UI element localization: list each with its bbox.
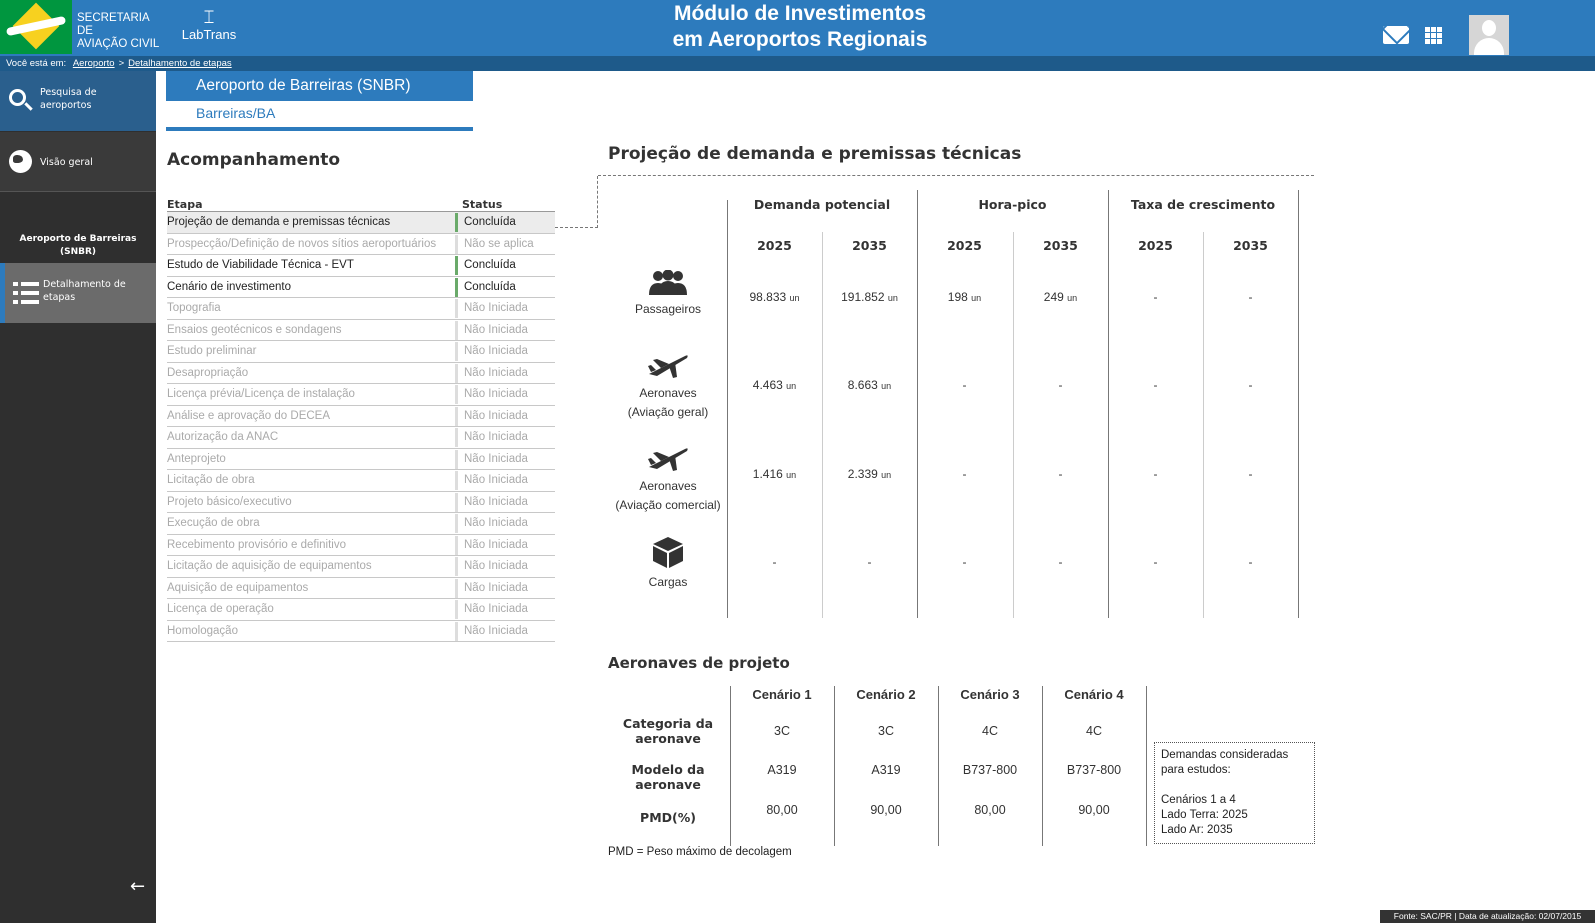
step-status: Não Iniciada xyxy=(455,342,555,361)
step-name: Análise e aprovação do DECEA xyxy=(167,409,331,422)
box-icon xyxy=(608,535,728,569)
scenario-category: 4C xyxy=(982,724,998,738)
airport-header xyxy=(166,71,473,131)
projection-title: Projeção de demanda e premissas técnicas xyxy=(608,144,1022,164)
demand-value: - xyxy=(1153,555,1158,569)
tracking-row[interactable] xyxy=(167,341,555,363)
row-label-model: Modelo da aeronave xyxy=(631,762,705,792)
demand-row-label: Aeronaves (Aviação geral) xyxy=(608,350,728,422)
demand-value: 191.852 un xyxy=(841,290,898,304)
scenario-column xyxy=(1042,686,1146,817)
group-header-demand: Demanda potencial xyxy=(753,197,891,212)
year-header: 2035 xyxy=(852,238,887,253)
step-status: Não Iniciada xyxy=(455,514,555,533)
org-name-line1: SECRETARIA DE xyxy=(77,12,149,37)
step-name: Licença prévia/Licença de instalação xyxy=(167,388,355,400)
step-status: Não Iniciada xyxy=(455,385,555,404)
tracking-row[interactable] xyxy=(167,578,555,600)
tracking-row[interactable] xyxy=(167,255,555,277)
step-name: Cenário de investimento xyxy=(167,280,292,293)
tracking-row[interactable] xyxy=(167,427,555,449)
tracking-row[interactable] xyxy=(167,470,555,492)
airport-name: Aeroporto de Barreiras (SNBR) xyxy=(166,71,473,101)
demand-value: - xyxy=(962,555,967,569)
demand-value: 8.663 un xyxy=(847,378,892,392)
people-icon xyxy=(608,270,728,296)
tracking-row[interactable] xyxy=(167,621,555,643)
sidebar xyxy=(0,71,156,923)
arrow-left-icon[interactable]: ← xyxy=(130,876,146,897)
step-status: Não Iniciada xyxy=(455,450,555,469)
demand-row-label: Cargas xyxy=(608,535,728,592)
app-title: Módulo de Investimentos em Aeroportos Regionais xyxy=(672,2,928,51)
org-name-line2: AVIAÇÃO CIVIL xyxy=(77,38,160,50)
brazil-flag-plane-icon xyxy=(0,0,72,54)
step-status: Não Iniciada xyxy=(455,471,555,490)
sidebar-airport-name: Aeroporto de Barreiras (SNBR) xyxy=(19,234,137,257)
labtrans-logo[interactable] xyxy=(178,8,240,42)
dashed-divider xyxy=(598,175,1314,176)
step-status: Não Iniciada xyxy=(455,536,555,555)
step-name: Topografia xyxy=(167,302,221,314)
apps-grid-icon[interactable] xyxy=(1425,27,1442,44)
tracking-row[interactable] xyxy=(167,406,555,428)
labtrans-name: LabTrans xyxy=(181,27,237,42)
airplane-icon xyxy=(608,443,728,473)
demand-value: - xyxy=(867,555,872,569)
demand-value: 2.339 un xyxy=(847,467,892,481)
tracking-row[interactable] xyxy=(167,535,555,557)
demand-value: 198 un xyxy=(947,290,982,304)
step-status: Concluída xyxy=(455,278,555,297)
group-header-growth-rate: Taxa de crescimento xyxy=(1130,197,1276,212)
pmd-footnote: PMD = Peso máximo de decolagem xyxy=(608,846,792,858)
demand-value: - xyxy=(1153,467,1158,481)
step-status: Não Iniciada xyxy=(455,600,555,619)
tracking-row[interactable] xyxy=(167,513,555,535)
row-label-category: Categoria da aeronave xyxy=(622,716,714,746)
step-status: Não Iniciada xyxy=(455,364,555,383)
step-name: Aquisição de equipamentos xyxy=(167,581,309,594)
user-avatar[interactable] xyxy=(1469,15,1509,55)
row-label-pmd: PMD(%) xyxy=(640,810,696,825)
year-header: 2025 xyxy=(1138,238,1173,253)
step-name: Prospecção/Definição de novos sítios aeroportuários xyxy=(167,237,437,250)
sidebar-item-search[interactable]: Pesquisa de aeroportos xyxy=(0,71,156,131)
tracking-row[interactable] xyxy=(167,212,555,234)
demand-value: - xyxy=(1058,378,1063,392)
scenario-pmd: 80,00 xyxy=(766,803,798,817)
scenario-pmd: 90,00 xyxy=(870,803,902,817)
scenario-column xyxy=(834,686,938,817)
demand-value: - xyxy=(1153,378,1158,392)
step-name: Projeção de demanda e premissas técnicas xyxy=(167,216,391,228)
tracking-row[interactable] xyxy=(167,363,555,385)
step-status: Concluída xyxy=(455,256,555,275)
step-status: Não Iniciada xyxy=(455,299,555,318)
aircraft-title: Aeronaves de projeto xyxy=(608,654,790,672)
step-status: Não se aplica xyxy=(455,235,555,254)
scenario-category: 3C xyxy=(878,724,894,738)
year-header: 2035 xyxy=(1043,238,1078,253)
scenario-header: Cenário 1 xyxy=(752,687,812,702)
step-name: Desapropriação xyxy=(167,366,249,379)
tracking-row[interactable] xyxy=(167,599,555,621)
demand-value: - xyxy=(1248,378,1253,392)
airport-city: Barreiras/BA xyxy=(196,105,276,121)
airplane-icon xyxy=(608,350,728,380)
breadcrumb-link-details[interactable]: Detalhamento de etapas xyxy=(128,58,232,69)
step-name: Licença de operação xyxy=(167,603,274,615)
scenario-column xyxy=(730,686,834,817)
globe-icon xyxy=(9,150,32,173)
scenario-header: Cenário 2 xyxy=(856,687,916,702)
step-name: Autorização da ANAC xyxy=(167,431,279,443)
scenario-category: 4C xyxy=(1086,724,1102,738)
app-header xyxy=(0,0,1595,56)
tracking-row[interactable] xyxy=(167,320,555,342)
tracking-row[interactable] xyxy=(167,384,555,406)
demand-value: - xyxy=(962,467,967,481)
step-status: Não Iniciada xyxy=(455,407,555,426)
breadcrumb-link-airport[interactable]: Aeroporto xyxy=(72,58,115,69)
demand-value: - xyxy=(1248,467,1253,481)
step-status: Não Iniciada xyxy=(455,622,555,641)
demand-value: 1.416 un xyxy=(752,467,797,481)
step-name: Recebimento provisório e definitivo xyxy=(167,538,346,551)
scenario-model: A319 xyxy=(767,763,797,777)
step-name: Estudo preliminar xyxy=(167,345,257,357)
step-name: Ensaios geotécnicos e sondagens xyxy=(167,323,342,336)
year-header: 2035 xyxy=(1233,238,1268,253)
tracking-row[interactable] xyxy=(167,277,555,299)
demand-value: 98.833 un xyxy=(749,290,800,304)
tracking-row[interactable] xyxy=(167,234,555,256)
tracking-row[interactable] xyxy=(167,556,555,578)
mail-icon[interactable] xyxy=(1383,26,1409,44)
demand-value: 249 un xyxy=(1043,290,1078,304)
demand-value: - xyxy=(1153,290,1158,304)
demand-value: - xyxy=(772,555,777,569)
tracking-row[interactable] xyxy=(167,449,555,471)
scenario-column xyxy=(938,686,1042,817)
demand-notes-box: Demandas consideradas para estudos: Cenários 1 a 4 Lado Terra: 2025 Lado Ar: 2035 xyxy=(1154,742,1315,844)
demand-value: - xyxy=(1058,555,1063,569)
step-name: Licitação de aquisição de equipamentos xyxy=(167,560,372,572)
dashed-connector xyxy=(555,176,598,228)
search-icon xyxy=(9,89,26,106)
step-name: Homologação xyxy=(167,624,238,637)
sac-logo[interactable] xyxy=(0,0,165,56)
footer-source: Fonte: SAC/PR | Data de atualização: 02/07/2015 xyxy=(1380,910,1595,923)
tracking-row[interactable] xyxy=(167,298,555,320)
group-header-peak-hour: Hora-pico xyxy=(978,197,1047,212)
scenario-header: Cenário 4 xyxy=(1064,687,1124,702)
scenario-model: B737-800 xyxy=(962,763,1018,777)
step-status: Não Iniciada xyxy=(455,493,555,512)
step-status: Não Iniciada xyxy=(455,579,555,598)
demand-table xyxy=(608,190,1320,628)
breadcrumb: Você está em: Aeroporto > Detalhamento de etapas xyxy=(0,56,1595,71)
step-status: Concluída xyxy=(455,213,555,232)
sidebar-item-details[interactable]: Detalhamento de etapas xyxy=(0,263,156,323)
demand-value: 4.463 un xyxy=(752,378,797,392)
demand-value: - xyxy=(962,378,967,392)
year-header: 2025 xyxy=(757,238,792,253)
demand-row-label: Passageiros xyxy=(608,270,728,319)
step-name: Estudo de Viabilidade Técnica - EVT xyxy=(167,259,354,271)
scenario-category: 3C xyxy=(774,724,790,738)
scenario-model: B737-800 xyxy=(1066,763,1122,777)
labtrans-mark-icon: ⌶ xyxy=(203,7,215,28)
tracking-table xyxy=(167,196,555,642)
step-status: Não Iniciada xyxy=(455,557,555,576)
demand-value: - xyxy=(1058,467,1063,481)
tracking-row[interactable] xyxy=(167,492,555,514)
step-status: Não Iniciada xyxy=(455,428,555,447)
scenario-header: Cenário 3 xyxy=(960,687,1020,702)
list-icon xyxy=(13,281,39,305)
demand-value: - xyxy=(1248,290,1253,304)
demand-row-label: Aeronaves (Aviação comercial) xyxy=(608,443,728,515)
step-status: Não Iniciada xyxy=(455,321,555,340)
step-name: Projeto básico/executivo xyxy=(167,495,292,508)
step-name: Anteprojeto xyxy=(167,452,226,465)
sidebar-item-overview[interactable]: Visão geral xyxy=(0,132,156,192)
demand-value: - xyxy=(1248,555,1253,569)
scenario-model: A319 xyxy=(871,763,901,777)
step-name: Licitação de obra xyxy=(167,474,255,486)
year-header: 2025 xyxy=(947,238,982,253)
tracking-title: Acompanhamento xyxy=(167,150,341,170)
step-name: Execução de obra xyxy=(167,517,260,529)
scenario-pmd: 90,00 xyxy=(1078,803,1110,817)
scenario-pmd: 80,00 xyxy=(974,803,1006,817)
tracking-header: Etapa Status xyxy=(167,196,555,212)
